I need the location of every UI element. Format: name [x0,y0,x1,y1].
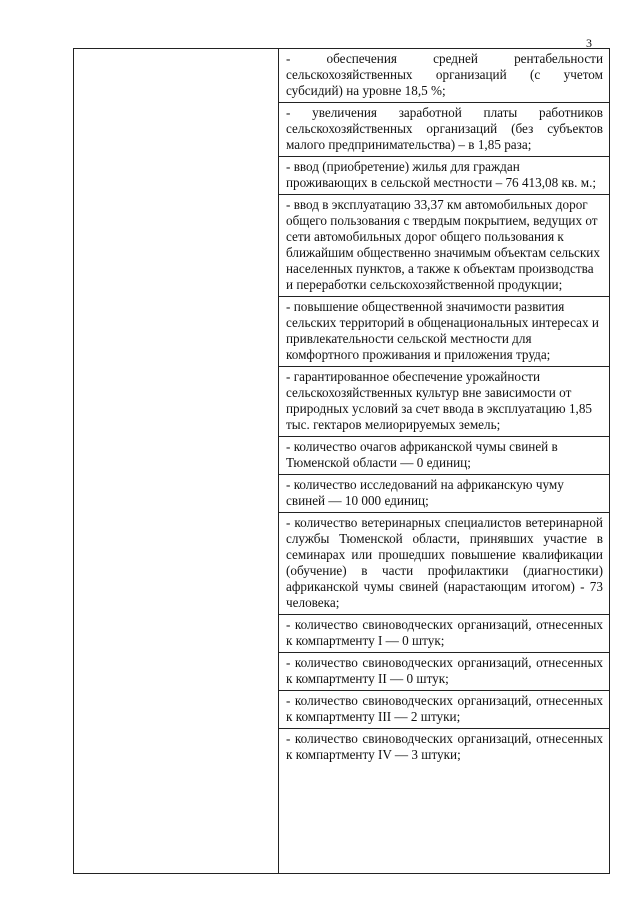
page-number: 3 [586,36,592,50]
indicator-item: - количество свиноводческих организаций, отнесенных к компартменту II — 0 штук; [279,653,609,691]
indicator-item: - повышение общественной значимости развития сельских территорий в общенациональных интересах и привлекательности сельской местности для комфортного проживания и приложения труда; [279,297,609,367]
document-table [73,48,610,874]
table-right-cell [279,49,609,766]
indicator-item: - ввод (приобретение) жилья для граждан проживающих в сельской местности – 76 413,08 кв. м.; [279,157,609,195]
indicator-item: - увеличения заработной платы работников сельскохозяйственных организаций (без субъектов малого предпринимательства) – в 1,85 раза; [279,103,609,157]
indicator-item: - гарантированное обеспечение урожайности сельскохозяйственных культур вне зависимости от природных условий за счет ввода в эксплуатацию 1,85 тыс. гектаров мелиорируемых земель; [279,367,609,437]
indicator-item: - количество очагов африканской чумы свиней в Тюменской области — 0 единиц; [279,437,609,475]
indicator-item: - количество свиноводческих организаций, отнесенных к компартменту I — 0 штук; [279,615,609,653]
indicator-item: - количество свиноводческих организаций, отнесенных к компартменту IV — 3 штуки; [286,731,603,762]
indicator-item: - количество исследований на африканскую чуму свиней — 10 000 единиц; [279,475,609,513]
indicator-item: - обеспечения средней рентабельности сельскохозяйственных организаций (с учетом субсидий) на уровне 18,5 %; [279,49,609,103]
indicator-item: - количество свиноводческих организаций, отнесенных к компартменту III — 2 штуки; [279,691,609,729]
indicator-item: - количество ветеринарных специалистов ветеринарной службы Тюменской области, принявших участие в семинарах или прошедших повышение квалификации (обучение) в части профилактики (диагностики) африканской чумы свиней (нарастающим итогом) - 73 человека; [279,513,609,615]
indicator-item: - ввод в эксплуатацию 33,37 км автомобильных дорог общего пользования с твердым покрытием, ведущих от сети автомобильных дорог общего пользования к ближайшим общественно значимым объектам сельских населенных пунктов, а также к объектам производства и переработки сельскохозяйственной продукции; [279,195,609,297]
